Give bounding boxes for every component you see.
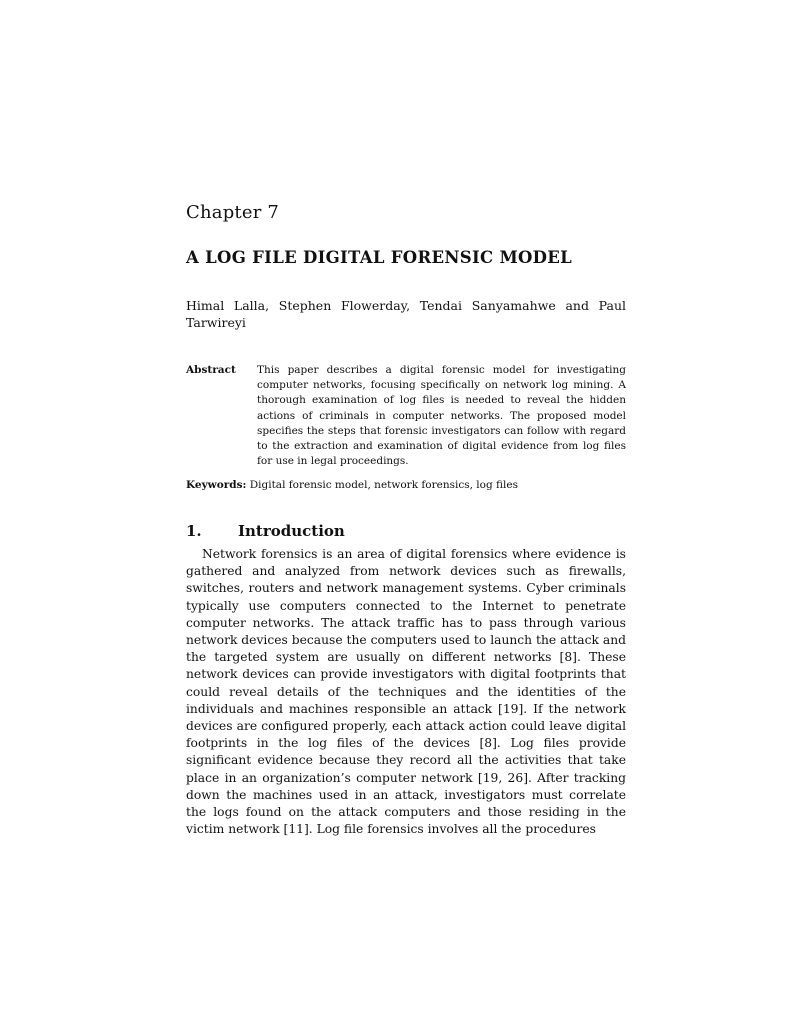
section-title: Introduction	[238, 522, 345, 540]
keywords-text: Digital forensic model, network forensics, log files	[249, 479, 519, 491]
chapter-label: Chapter 7	[186, 202, 280, 223]
section-body: Network forensics is an area of digital forensics where evidence is gathered and analyzed from network devices such as firewalls, switches, routers and network management systems. Cyber criminals typically use computers connected to the Internet to penetrate computer networks. The attack traffic has to pass through various network devices because the computers used to launch the attack and the targeted system are usually on different networks [8]. These network devices can provide investigators with digital footprints that could reveal details of the techniques and the identities of the individuals and machines responsible an attack [19]. If the network devices are configured properly, each attack action could leave digital footprints in the log files of the devices [8]. Log files provide significant evidence because they record all the activities that take place in an organization’s computer network [19, 26]. After tracking down the machines used in an attack, investigators must correlate the logs found on the attack computers and those residing in the victim network [11]. Log file forensics involves all the procedures	[186, 547, 626, 837]
paper-title: A LOG FILE DIGITAL FORENSIC MODEL	[186, 248, 573, 267]
abstract-text: This paper describes a digital forensic model for investigating computer networks, focusing specifically on network log mining. A thorough examination of log files is needed to reveal the hidden actions of criminals in computer networks. The proposed model specifies the steps that forensic investigators can follow with regard to the extraction and examination of digital evidence from log files for use in legal proceedings.	[257, 364, 626, 468]
keywords-block	[186, 478, 626, 493]
keywords-label: Keywords:	[186, 479, 247, 491]
section-number: 1.	[186, 522, 202, 540]
abstract-block	[186, 363, 626, 469]
authors: Himal Lalla, Stephen Flowerday, Tendai Sanyamahwe and Paul Tarwireyi	[186, 298, 626, 330]
abstract-label: Abstract	[186, 364, 236, 376]
section-heading	[186, 522, 345, 540]
